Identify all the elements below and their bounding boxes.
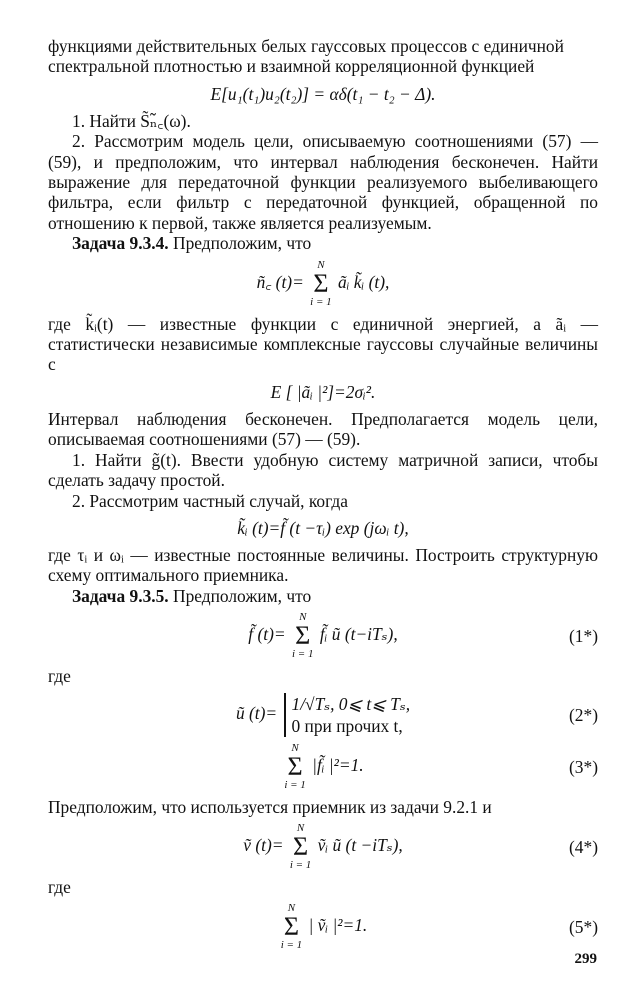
equation-5: N Σ i = 1 | ṽᵢ |²=1. (5*) [280, 902, 598, 952]
where-text: где [48, 666, 71, 687]
text-line: спектральной плотностью и взаимной корреляционной функцией [48, 56, 535, 77]
case-2-text: 2. Рассмотрим частный случай, когда [72, 490, 348, 511]
task-9-3-4: Задача 9.3.4. Предположим, что [72, 233, 312, 254]
interval-text: Интервал наблюдения бесконечен. Предполагается модель цели, описываемая соотношениями (57) — (59). [48, 408, 598, 450]
equation-number: (3*) [569, 756, 598, 777]
page-body [48, 36, 598, 957]
equation-2: ũ (t)= 1/√Tₛ, 0⩽ t⩽ Tₛ, 0 при прочих t, (2*) [235, 693, 598, 736]
page-number: 299 [574, 951, 597, 967]
equation-number: (4*) [569, 836, 598, 857]
equation-nc: ñ꜀ (t)= N Σ i = 1 ãᵢ k̃ᵢ (t), [256, 258, 390, 308]
equation-correlation: E[u₁(t₁)u₂(t₂)] = αδ(t₁ − t₂ − Δ). [210, 83, 436, 104]
equation-number: (1*) [569, 626, 598, 647]
text-line: функциями действительных белых гауссовых процессов с единичной [48, 36, 564, 56]
equation-number: (5*) [569, 917, 598, 938]
piecewise-brace: 1/√Tₛ, 0⩽ t⩽ Tₛ, 0 при прочих t, [284, 693, 411, 737]
equation-1: f̃ (t)= N Σ i = 1 f̃ᵢ ũ (t−iTₛ), (1*) [248, 611, 598, 661]
task-label: Задача 9.3.5. [72, 585, 169, 606]
where-tau-text: где τᵢ и ωᵢ — известные постоянные величины. Построить структурную схему оптимального приемника. [48, 544, 598, 586]
equation-variance: E [ |ãᵢ |²]=2σᵢ². [270, 381, 376, 402]
equation-4: ṽ (t)= N Σ i = 1 ṽᵢ ũ (t −iTₛ), (4*) [243, 821, 598, 871]
sum-symbol: N Σ i = 1 [284, 741, 306, 791]
where-k-text: где k̃ᵢ(t) — известные функции с единичной энергией, а ãᵢ — статистически независимые комплексные гауссовы случайные величины с [48, 313, 598, 375]
task-label: Задача 9.3.4. [72, 233, 169, 254]
sum-symbol: N Σ i = 1 [289, 821, 312, 871]
task-9-3-5: Задача 9.3.5. Предположим, что [72, 585, 312, 606]
item-1-find-spectrum: 1. Найти S̃ₙ̃꜀(ω). [72, 110, 191, 131]
sum-symbol: N Σ i = 1 [292, 611, 314, 661]
find-g-text: 1. Найти g̃(t). Ввести удобную систему матричной записи, чтобы сделать задачу простой. [48, 449, 598, 491]
where-text: где [48, 876, 71, 897]
receiver-text: Предположим, что используется приемник из задачи 9.2.1 и [48, 796, 492, 817]
equation-3: N Σ i = 1 |f̃ᵢ |²=1. (3*) [284, 741, 598, 791]
sum-symbol: N Σ i = 1 [310, 258, 332, 308]
equation-ki: k̃ᵢ (t)=f̃ (t −τᵢ) exp (jωᵢ t), [237, 517, 409, 538]
equation-number: (2*) [569, 704, 598, 725]
item-2-whitening-filter: 2. Рассмотрим модель цели, описываемую соотношениями (57) — (59), и предположим, что интервал наблюдения бесконечен. Найти выражение для передаточной функции реализуемого выбеливающего фильтра, если фильтр с передаточной функцией, обращенной по отношению к первой, также является реализуемым. [48, 131, 598, 233]
sum-symbol: N Σ i = 1 [280, 902, 303, 952]
